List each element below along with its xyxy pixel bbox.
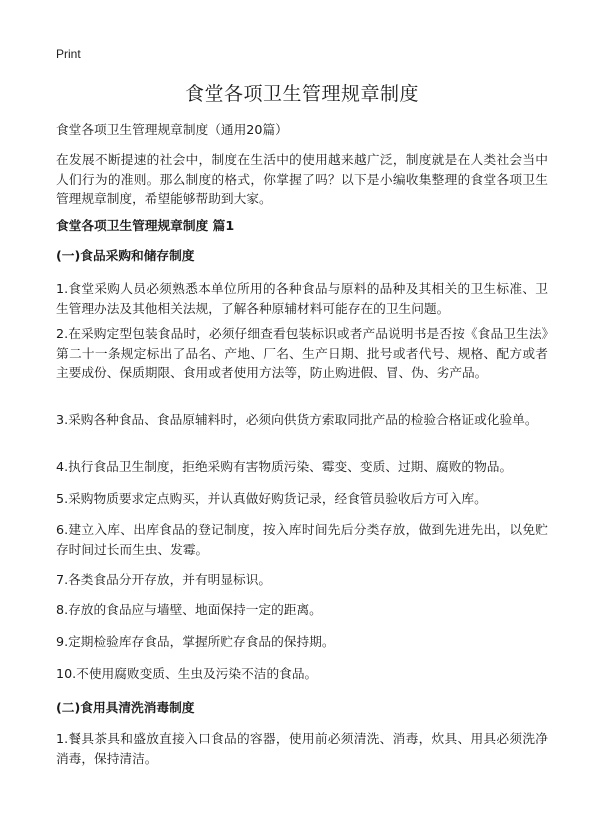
list-item: 10.不使用腐败变质、生虫及污染不洁的食品。: [56, 666, 318, 681]
section-heading-procurement: (一)食品采购和储存制度: [56, 248, 195, 263]
list-item: 6.建立入库、出库食品的登记制度，按入库时间先后分类存放，做到先进先出，以免贮存时间过长而生虫、发霉。: [56, 522, 548, 557]
list-item: 2.在采购定型包装食品时，必须仔细查看包装标识或者产品说明书是否按《食品卫生法》第二十一条规定标出了品名、产地、厂名、生产日期、批号或者代号、规格、配方或者主要成份、保质期限、食用或者使用方法等，防止购进假、冒、伪、劣产品。: [56, 326, 548, 380]
list-item: 5.采购物质要求定点购买，并认真做好购货记录，经食管员验收后方可入库。: [56, 491, 487, 506]
list-item: 1.食堂采购人员必须熟悉本单位所用的各种食品与原料的品种及其相关的卫生标准、卫生管理办法及其他相关法规，了解各种原辅材料可能存在的卫生问题。: [56, 281, 548, 316]
print-link[interactable]: Print: [56, 47, 81, 61]
list-item: 1.餐具茶具和盛放直接入口食品的容器，使用前必须清洗、消毒，炊具、用具必须洗净消毒，保持清洁。: [56, 731, 548, 766]
section-heading-utensil-cleaning: (二)食用具清洗消毒制度: [56, 700, 195, 715]
list-item: 3.采购各种食品、食品原辅料时，必须向供货方索取同批产品的检验合格证或化验单。: [56, 412, 538, 427]
list-item: 8.存放的食品应与墙壁、地面保持一定的距离。: [56, 602, 322, 617]
page-title: 食堂各项卫生管理规章制度: [184, 83, 419, 105]
article-heading: 食堂各项卫生管理规章制度 篇1: [56, 218, 235, 233]
document-subtitle: 食堂各项卫生管理规章制度（通用20篇）: [56, 122, 288, 137]
intro-paragraph: 在发展不断提速的社会中，制度在生活中的使用越来越广泛，制度就是在人类社会当中人们行为的准则。那么制度的格式，你掌握了吗？以下是小编收集整理的食堂各项卫生管理规章制度，希望能够帮助到大家。: [56, 152, 548, 206]
list-item: 4.执行食品卫生制度，拒绝采购有害物质污染、霉变、变质、过期、腐败的物品。: [56, 459, 513, 474]
list-item: 9.定期检验库存食品，掌握所贮存食品的保持期。: [56, 634, 335, 649]
list-item: 7.各类食品分开存放，并有明显标识。: [56, 572, 272, 587]
